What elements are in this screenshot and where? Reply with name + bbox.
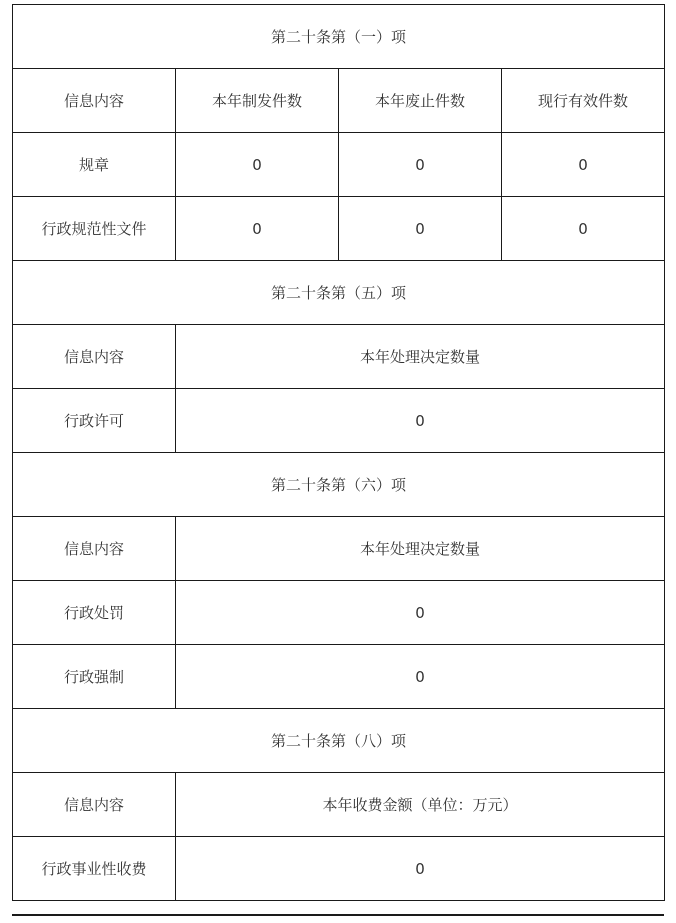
row-label: 行政规范性文件	[13, 197, 176, 261]
cell-value: 0	[176, 581, 665, 645]
row-label: 行政处罚	[13, 581, 176, 645]
section-title-row	[13, 453, 665, 517]
row-label: 规章	[13, 133, 176, 197]
header-cell: 信息内容	[13, 517, 176, 581]
section-title-row	[13, 5, 665, 69]
header-cell: 信息内容	[13, 773, 176, 837]
cell-value: 0	[502, 133, 665, 197]
column-header: 本年废止件数	[339, 69, 502, 133]
header-cell: 信息内容	[13, 325, 176, 389]
column-header: 本年制发件数	[176, 69, 339, 133]
table-row	[13, 581, 665, 645]
cell-value: 0	[176, 133, 339, 197]
column-header: 本年处理决定数量	[176, 325, 665, 389]
table-row	[13, 645, 665, 709]
column-header: 本年收费金额（单位：万元）	[176, 773, 665, 837]
section-title: 第二十条第（八）项	[13, 709, 665, 773]
header-row	[13, 69, 665, 133]
row-label: 行政事业性收费	[13, 837, 176, 901]
column-header: 本年处理决定数量	[176, 517, 665, 581]
header-row	[13, 517, 665, 581]
cell-value: 0	[176, 197, 339, 261]
table-row	[13, 197, 665, 261]
table-row	[13, 389, 665, 453]
cell-value: 0	[176, 389, 665, 453]
section-title-row	[13, 709, 665, 773]
cell-value: 0	[176, 837, 665, 901]
cell-value: 0	[502, 197, 665, 261]
table-row	[13, 133, 665, 197]
section-title: 第二十条第（六）项	[13, 453, 665, 517]
header-cell: 信息内容	[13, 69, 176, 133]
cell-value: 0	[339, 133, 502, 197]
disclosure-table	[12, 4, 665, 901]
bottom-border	[12, 914, 664, 916]
row-label: 行政强制	[13, 645, 176, 709]
table-row	[13, 837, 665, 901]
section-title: 第二十条第（五）项	[13, 261, 665, 325]
column-header: 现行有效件数	[502, 69, 665, 133]
header-row	[13, 325, 665, 389]
cell-value: 0	[339, 197, 502, 261]
cell-value: 0	[176, 645, 665, 709]
header-row	[13, 773, 665, 837]
row-label: 行政许可	[13, 389, 176, 453]
section-title: 第二十条第（一）项	[13, 5, 665, 69]
section-title-row	[13, 261, 665, 325]
